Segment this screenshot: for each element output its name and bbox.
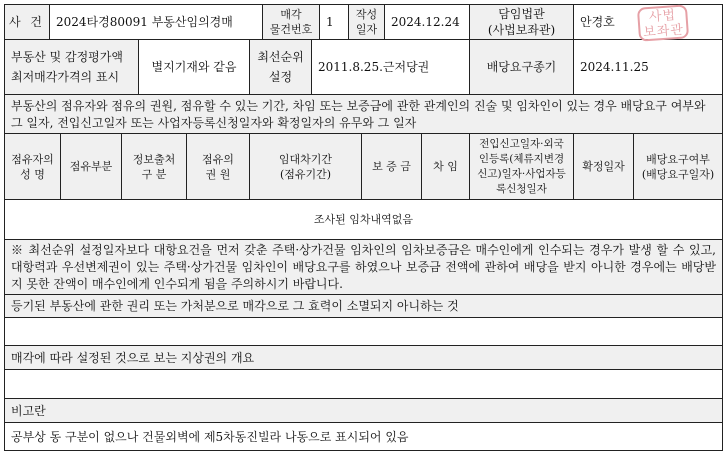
- official-seal-stamp: 사법 보좌관: [637, 4, 689, 41]
- item-no-value: 1: [326, 15, 334, 29]
- col-info-source: 정보출처 구 분: [132, 152, 176, 181]
- property-value: 별지기재와 같음: [151, 60, 237, 74]
- col-dividend-request: 배당요구여부 (배당요구일자): [641, 152, 715, 181]
- case-number: 2024타경80091 부동산임의경매: [56, 15, 233, 29]
- border-bottom: [4, 450, 723, 451]
- occupancy-note: 부동산의 점유자와 점유의 권원, 점유할 수 있는 기간, 차임 또는 보증금에 관한 관계인의 진술 및 임차인이 있는 경우 배당요구 여부와 그 일자, 전입신고일자 또는 사업자등록신청일자와 확정일자의 유무와 그 일자: [11, 99, 706, 130]
- warning-note: ※ 최선순위 설정일자보다 대항요건을 먼저 갖춘 주택·상가건물 임차인의 임차보증금은 매수인에게 인수되는 경우가 발생 할 수 있고, 대항력과 우선변제권이 있는 주택·상가건물 임차인이 배당요구를 하였으나 보증금 전액에 관하여 배당을 받지 아니한 경우에는 배당받지 못한 잔액이 매수인에게 인수되게 됨을 주의하시기 바랍니다.: [11, 243, 716, 291]
- deadline-label: 배당요구종기: [486, 60, 557, 74]
- judge-label: 담임법관 (사법보좌관): [487, 7, 556, 37]
- judge-name: 안경호: [580, 15, 615, 29]
- written-label: 작성 일자: [355, 8, 378, 36]
- border-right: [722, 4, 723, 451]
- col-deposit: 보 증 금: [372, 160, 411, 173]
- col-fixed-date: 확정일자: [582, 160, 625, 173]
- registered-rights-title: 등기된 부동산에 관한 권리 또는 가처분으로 매각으로 그 효력이 소멸되지 아니하는 것: [11, 299, 459, 313]
- hline: [4, 94, 723, 95]
- priority-value: 2011.8.25.근저당권: [318, 60, 430, 74]
- no-lease-message: 조사된 임차내역없음: [313, 213, 414, 226]
- priority-label: 최선순위 설정: [257, 50, 304, 84]
- superficies-value: [5, 370, 722, 398]
- registered-rights-value: [5, 318, 722, 345]
- col-occupied-part: 점유부분: [69, 160, 113, 173]
- remarks-title: 비고란: [11, 403, 46, 418]
- superficies-title: 매각에 따라 설정된 것으로 보는 지상권의 개요: [11, 350, 255, 365]
- col-lease-period: 임대차기간 (점유기간): [278, 152, 333, 181]
- remarks-value: 공부상 동 구분이 없으나 건물외벽에 제5차동진빌라 나동으로 표시되어 있음: [11, 429, 409, 444]
- col-occupant-name: 점유자의 성 명: [11, 152, 54, 181]
- item-no-label: 매각 물건번호: [269, 8, 313, 36]
- written-date: 2024.12.24: [391, 15, 460, 29]
- col-move-in-date: 전입신고일자·외국 인등록(체류지변경 신고)일자·사업자등 록신청일자: [477, 137, 566, 195]
- deadline-value: 2024.11.25: [580, 60, 649, 74]
- hline: [4, 239, 723, 240]
- case-label: 사 건: [9, 15, 45, 29]
- col-rent: 차 임: [433, 160, 458, 173]
- col-occupancy-title: 점유의 권 원: [202, 152, 234, 181]
- property-label: 부동산 및 감정평가액 최저매각가격의 표시: [11, 50, 123, 84]
